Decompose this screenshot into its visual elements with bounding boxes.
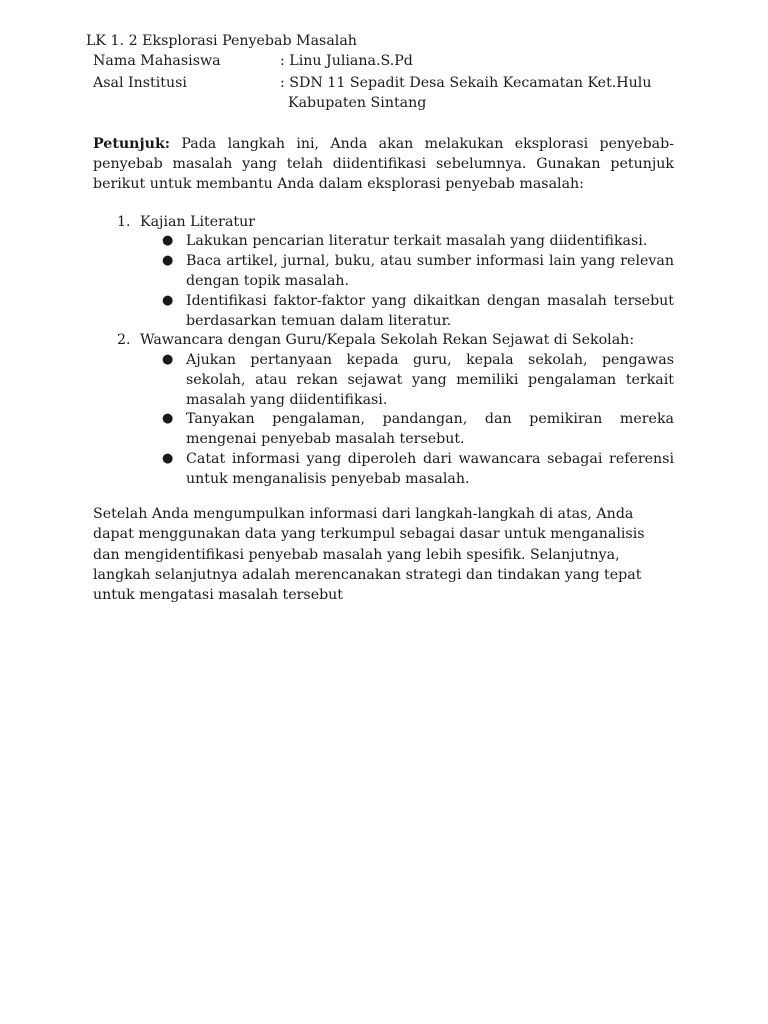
institution-value: : SDN 11 Sepadit Desa Sekaih Kecamatan Ket.Hulu [280, 75, 652, 91]
bullet-text: Ajukan pertanyaan kepada guru, kepala sekolah, pengawas sekolah, atau rekan sejawat yang memiliki pengalaman terkait masalah yang diidentifikasi. [186, 352, 674, 408]
instruction-label: Petunjuk: [93, 136, 171, 152]
bullet-item [162, 409, 674, 449]
bullet-item [162, 449, 674, 489]
bullet-icon: ● [162, 451, 174, 466]
bullet-text: Identifikasi faktor-faktor yang dikaitkan dengan masalah tersebut berdasarkan temuan dalam literatur. [186, 293, 674, 329]
bullet-text: Catat informasi yang diperoleh dari wawancara sebagai referensi untuk menganalisis penyebab masalah. [186, 451, 674, 487]
step-number: 2. [117, 332, 131, 348]
bullet-icon: ● [162, 411, 174, 426]
bullet-item [162, 251, 674, 291]
bullet-icon: ● [162, 253, 174, 268]
step-label: Kajian Literatur [140, 214, 256, 230]
instruction-paragraph [93, 134, 674, 194]
institution-value-continued: Kabupaten Sintang [288, 95, 427, 111]
bullet-text: Lakukan pencarian literatur terkait masalah yang diidentifikasi. [186, 233, 648, 249]
bullet-text: Baca artikel, jurnal, buku, atau sumber informasi lain yang relevan dengan topik masalah. [186, 253, 674, 289]
bullet-icon: ● [162, 233, 174, 248]
student-name-label: Nama Mahasiswa [93, 53, 221, 69]
step-number: 1. [117, 214, 131, 230]
bullet-item [162, 350, 674, 410]
instruction-text: Pada langkah ini, Anda akan melakukan eksplorasi penyebab-penyebab masalah yang telah diidentifikasi sebelumnya. Gunakan petunjuk berikut untuk membantu Anda dalam eksplorasi penyebab masalah: [93, 136, 674, 192]
step-label: Wawancara dengan Guru/Kepala Sekolah Rekan Sejawat di Sekolah: [140, 332, 635, 348]
closing-paragraph: Setelah Anda mengumpulkan informasi dari langkah-langkah di atas, Anda dapat menggunakan data yang terkumpul sebagai dasar untuk menganalisis dan mengidentifikasi penyebab masalah yang lebih spesifik. Selanjutnya, langkah selanjutnya adalah merencanakan strategi dan tindakan yang tepat untuk mengatasi masalah tersebut [93, 506, 645, 604]
bullet-icon: ● [162, 352, 174, 367]
bullet-icon: ● [162, 293, 174, 308]
document-title: LK 1. 2 Eksplorasi Penyebab Masalah [86, 33, 357, 49]
bullet-text: Tanyakan pengalaman, pandangan, dan pemikiran mereka mengenai penyebab masalah tersebut. [186, 411, 674, 447]
institution-label: Asal Institusi [93, 75, 187, 91]
student-name-value: : Linu Juliana.S.Pd [280, 53, 413, 69]
bullet-item [162, 231, 674, 251]
bullet-item [162, 291, 674, 331]
